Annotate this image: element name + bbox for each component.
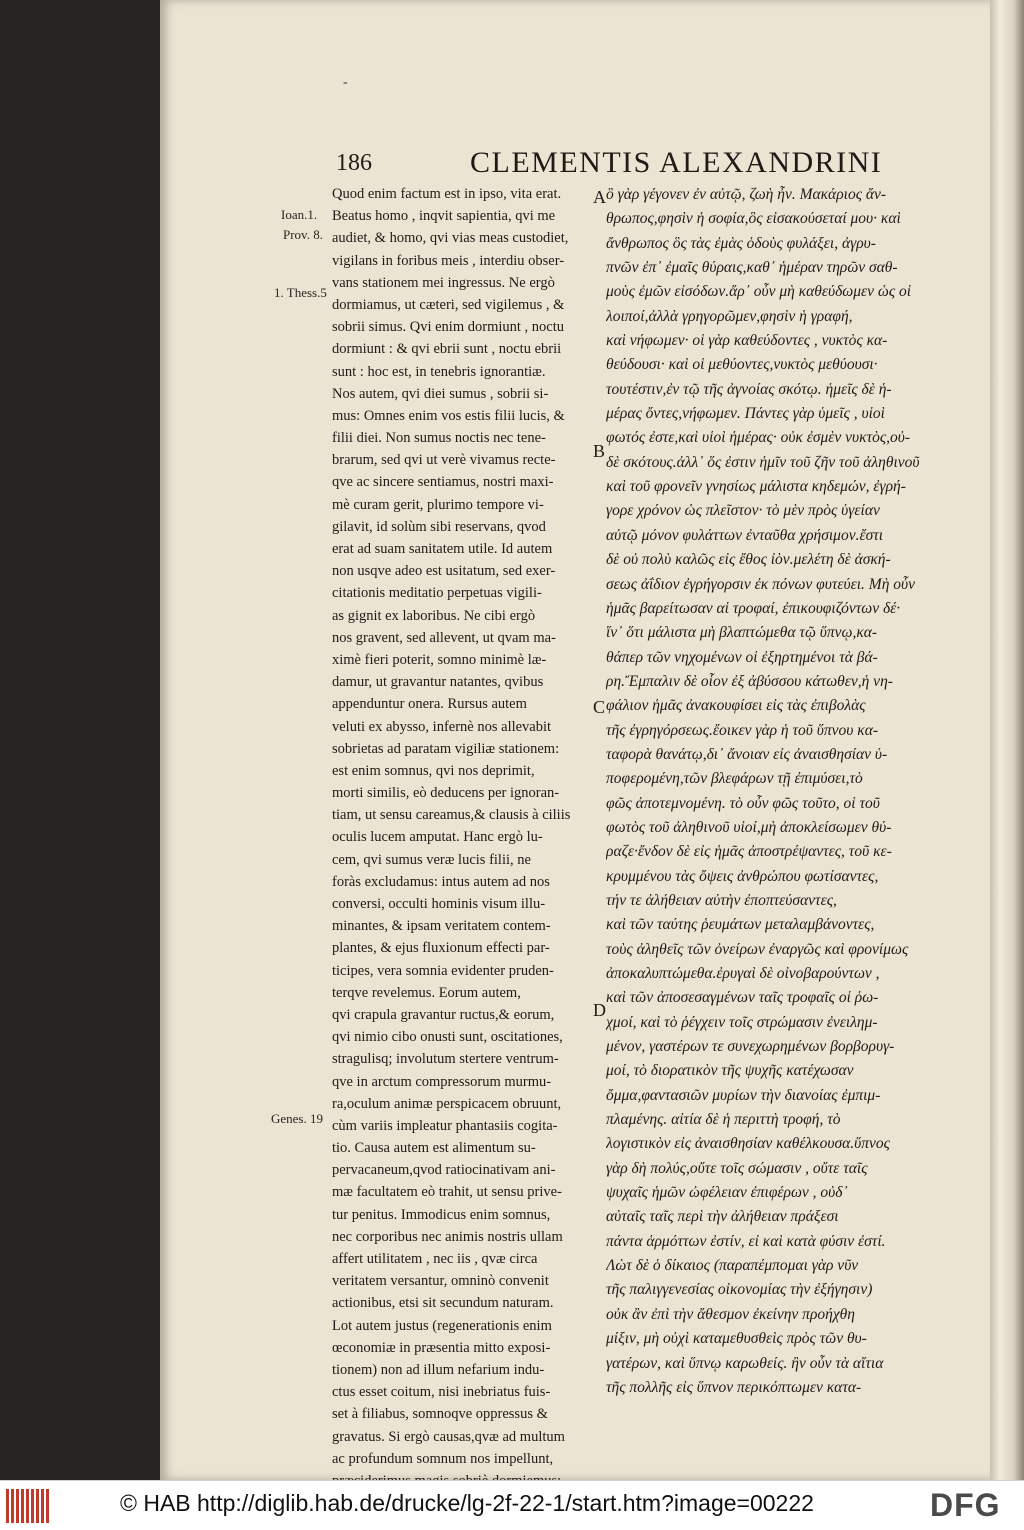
greek-line: ἵν᾽ ὅτι μάλιστα μὴ βλαπτώμεθα τῷ ὕπνῳ,κα- [606, 624, 878, 642]
latin-line: citationis meditatio perpetuas vigili- [332, 585, 542, 602]
latin-line: ximè fieri poterit, somno minimè læ- [332, 651, 547, 668]
page-number: 186 [336, 150, 372, 176]
latin-line: mæ facultatem eò trahit, ut sensu prive- [332, 1184, 562, 1201]
margin-ref: 1. Thess.5 [274, 285, 327, 300]
greek-line: ἄνθρωπος ὃς τὰς ἐμὰς ὁδοὺς φυλάξει, ἀγρυ- [606, 234, 876, 252]
greek-line: τῆς ἐγρηγόρσεως.ἔοικεν γὰρ ἡ τοῦ ὕπνου κα- [606, 721, 879, 739]
greek-line: Λὼτ δὲ ὁ δίκαιος (παραπέμπομαι γὰρ νῦν [606, 1257, 859, 1275]
dfg-logo: DFG [930, 1487, 1001, 1523]
greek-line: λοιποί,ἀλλὰ γρηγορῶμεν,φησὶν ἡ γραφή, [606, 307, 853, 325]
latin-line: tur penitus. Immodicus enim somnus, [332, 1206, 551, 1223]
greek-line: ὃ γὰρ γέγονεν ἐν αὐτῷ, ζωὴ ἦν. Μακάριος ἄν- [606, 186, 887, 203]
greek-line: δὲ οὐ πολὺ καλῶς εἰς ἔθος ἰὸν.μελέτη δὲ ἀσκή- [606, 551, 891, 569]
latin-line: filii diei. Non sumus noctis nec tene- [332, 430, 546, 447]
greek-line: χμοί, καὶ τὸ ῥέγχειν τοῖς στρώμασιν ἐνειλημ- [606, 1013, 878, 1031]
latin-line: vigilans in foribus meis , interdiu obser- [332, 252, 565, 269]
greek-line: καὶ νήφωμεν· οἱ γὰρ καθεύδοντες , νυκτὸς κα- [606, 332, 888, 350]
greek-line: τουτέστιν,ἐν τῷ τῆς ἀγνοίας σκότῳ. ἡμεῖς δὲ ἡ- [606, 380, 892, 398]
latin-line: vans stationem mei ingressus. Ne ergò [332, 274, 555, 291]
latin-line: qvi nimio cibo onusti sunt, oscitationes, [332, 1029, 563, 1046]
greek-line: τοὺς ἀληθεῖς τῶν ὀνείρων ἐναργῶς καὶ φρονίμως [606, 940, 909, 958]
latin-line: tionem) non ad illum nefarium indu- [332, 1361, 545, 1378]
latin-line: stragulisq; involutum stertere ventrum- [332, 1051, 559, 1068]
latin-line: qve in arctum compressorum murmu- [332, 1073, 552, 1090]
latin-line: qvi crapula gravantur ructus,& eorum, [332, 1006, 555, 1023]
greek-line: τῆς πολλῆς εἰς ὕπνον περικόπτωμεν κατα- [606, 1378, 862, 1396]
greek-line: πνῶν ἐπ᾽ ἐμαῖς θύραις,καθ᾽ ἡμέραν τηρῶν σαθ- [606, 259, 898, 277]
latin-line: tiam, ut sensu careamus,& clausis à ciliis [332, 807, 571, 824]
latin-line: Lot autem justus (regenerationis enim [332, 1317, 552, 1334]
greek-line: φωτός ἐστε,καὶ υἱοὶ ἡμέρας· οὐκ ἐσμὲν νυκτὸς,οὐ- [606, 429, 911, 447]
greek-line: ψυχαῖς ἡμῶν ὠφέλειαν ἐπιφέρων , οὐδ᾽ [606, 1184, 848, 1202]
latin-line: ticipes, vera somnia evidenter pruden- [332, 962, 554, 979]
copyright-link[interactable]: © HAB http://diglib.hab.de/drucke/lg-2f-22-1/start.htm?image=00222 [120, 1490, 814, 1516]
greek-line: γορε χρόνον ὡς πλεῖστον· τὸ μὲν πρὸς ὑγείαν [606, 502, 880, 520]
latin-line: brarum, sed qvi ut verè vivamus recte- [332, 452, 556, 469]
latin-line: pervacaneum,qvod ratiocinativam ani- [332, 1162, 556, 1179]
greek-line: πλαμένης. αἰτία δὲ ἡ περιττὴ τροφή, τὸ [606, 1111, 841, 1129]
greek-text-column [606, 183, 942, 1400]
latin-line: veluti ex abysso, infernè nos allevabit [332, 718, 552, 735]
latin-line: Quod enim factum est in ipso, vita erat. [332, 186, 562, 202]
latin-line: sunt : hoc est, in tenebris ignorantiæ. [332, 363, 546, 380]
greek-line: φάλιον ἡμᾶς ἀνακουφίσει εἰς τὰς ἐπιβολὰς [606, 697, 866, 715]
running-title: CLEMENTIS ALEXANDRINI [470, 146, 883, 179]
latin-line: as gignit ex laboribus. Ne cibi ergò [332, 607, 536, 624]
greek-line: δὲ σκότους.ἀλλ᾽ ὅς ἐστιν ἡμῖν τοῦ ζῆν τοῦ ἀληθινοῦ [606, 453, 920, 471]
greek-line: καὶ τῶν ταύτης ῥευμάτων μεταλαμβάνοντες, [606, 916, 875, 934]
greek-line: μέρας ὄντες,νήφωμεν. Πάντες γὰρ ὑμεῖς , υἱοὶ [606, 405, 885, 423]
greek-line: τήν τε ἀλήθειαν αὐτὴν ἐποπτεύσαντες, [606, 891, 837, 909]
greek-line: γὰρ δὴ πολύς,οὔτε τοῖς σώμασιν , οὔτε ταῖς [606, 1159, 868, 1177]
latin-line: appenduntur onera. Rursus autem [332, 696, 527, 713]
barcode-icon [6, 1489, 50, 1523]
greek-line: θάπερ τῶν νηχομένων οἱ ἐξηρτημένοι τὰ βά- [606, 648, 878, 666]
left-dark-background [0, 0, 160, 1480]
latin-line: veritatem versantur, omninò convenit [332, 1273, 549, 1290]
greek-line: ραζε·ἔνδον δὲ εἰς ἡμᾶς ἀποστρέψαντες, τοῦ κε- [606, 843, 892, 861]
latin-line: audiet, & homo, qvi vias meas custodiet, [332, 230, 569, 247]
latin-line: actionibus, etsi sit secundum naturam. [332, 1295, 554, 1312]
latin-line: mè curam gerit, plurimo tempore vi- [332, 496, 544, 513]
latin-line: ra,oculum animæ perspicacem obruunt, [332, 1095, 562, 1112]
greek-line: κρυμμένου τὰς ὄψεις ἀνθρώπου φωτίσαντες, [606, 867, 879, 885]
latin-line: terqve revelemus. Eorum autem, [332, 984, 521, 1001]
footer-bar [0, 1480, 1024, 1530]
section-letter: B [593, 441, 606, 461]
latin-line: sobrii simus. Qvi enim dormiunt , noctu [332, 319, 564, 336]
margin-ref: Prov. 8. [283, 227, 323, 242]
latin-line: dormiunt : & qvi ebrii sunt , noctu ebrii [332, 341, 562, 358]
latin-line: nos gravent, sed allevent, ut qvam ma- [332, 629, 556, 646]
greek-line: πάντα ἁρμόττων ἐστίν, εἰ καὶ κατὰ φύσιν ἐστί. [606, 1232, 886, 1250]
greek-line: φωτὸς τοῦ ἀληθινοῦ υἱοί,μὴ ἀποκλείσωμεν θύ- [606, 818, 892, 836]
latin-line: ac profundum somnum nos impellunt, [332, 1450, 554, 1467]
greek-line: ποφερομένη,τῶν βλεφάρων τῇ ἐπιμύσει,τὸ [606, 770, 863, 788]
latin-line: Beatus homo , inqvit sapientia, qvi me [332, 208, 556, 225]
latin-line: set à filiabus, somnoqve oppressus & [332, 1406, 548, 1423]
greek-line: ρη.Ἔμπαλιν δὲ οἷον ἐξ ἀβύσσου κάτωθεν,ἡ νη- [606, 672, 893, 690]
latin-line: erat ad suam sanitatem utile. Id autem [332, 541, 553, 557]
latin-line: mus: Omnes enim vos estis filii lucis, & [332, 407, 565, 424]
latin-line: tio. Causa autem est alimentum su- [332, 1140, 536, 1157]
latin-line: damur, ut gravantur natantes, qvibus [332, 674, 544, 691]
greek-line: σεως ἀΐδιον ἐγρήγορσιν ἐκ πόνων φυτεύει. Μὴ οὖν [606, 575, 916, 593]
greek-line: μίξιν, μὴ οὐχὶ καταμεθυσθεὶς πρὸς τῶν θυ- [606, 1330, 867, 1348]
greek-line: ἀποκαλυπτώμεθα.ἐρυγαὶ δὲ οἰνοβαρούντων , [606, 965, 880, 982]
latin-line: sobrietas ad paratam vigiliæ stationem: [332, 740, 560, 757]
margin-ref: Genes. 19 [271, 1111, 323, 1126]
latin-line: œconomiæ in præsentia mitto exposi- [332, 1339, 551, 1356]
page-edge [990, 0, 1024, 1480]
greek-line: τῆς παλιγγενεσίας οἰκονομίας τὴν ἐξήγησιν) [606, 1281, 873, 1299]
page-ornament: - [343, 75, 348, 90]
greek-line: μένον, γαστέρων τε συνεχωρημένων βορβορυγ- [606, 1038, 895, 1056]
greek-line: μοὺς ἐμῶν εἰσόδων.ἄρ᾽ οὖν μὴ καθεύδωμεν ὡς οἱ [606, 283, 912, 301]
latin-line: ctus esset coitum, nisi inebriatus fuis- [332, 1384, 551, 1401]
greek-line: λογιστικὸν εἰς ἀναισθησίαν καθέλκουσα.ὕπνος [606, 1135, 890, 1153]
section-letter: C [593, 697, 606, 717]
greek-line: γατέρων, καὶ ὕπνῳ καρωθείς. ἢν οὖν τὰ αἴτια [606, 1354, 884, 1372]
greek-line: οὐκ ἂν ἐπὶ τὴν ἄθεσμον ἐκείνην προήχθη [606, 1305, 855, 1323]
margin-ref: Ioan.1. [281, 207, 318, 222]
latin-line: est enim somnus, qvi nos deprimit, [332, 762, 535, 779]
greek-line: καὶ τοῦ φρονεῖν γνησίως μάλιστα κηδεμών, ἐγρή- [606, 478, 906, 496]
latin-line: affert utilitatem , nec iis , qvæ circa [332, 1251, 538, 1267]
greek-line: φῶς ἀποτεμνομένη. τὸ οὖν φῶς τοῦτο, οἱ τοῦ [606, 794, 880, 812]
latin-line: qve ac sincere sentiamus, nostri maxi- [332, 474, 554, 491]
latin-line: gilavit, id solùm sibi reservans, qvod [332, 518, 546, 535]
latin-line: nec corporibus nec animis nostris ullam [332, 1228, 563, 1245]
latin-line: foràs excludamus: intus autem ad nos [332, 873, 550, 890]
latin-line: Nos autem, qvi diei sumus , sobrii si- [332, 385, 549, 402]
latin-line: dormiamus, ut cæteri, sed vigilemus , & [332, 296, 565, 313]
greek-line: καὶ τῶν ἀποσεσαγμένων ταῖς τροφαῖς οἱ ῥω- [606, 989, 879, 1007]
latin-line: minantes, & ipsam veritatem contem- [332, 918, 551, 935]
latin-line: oculis lucem amputat. Hanc ergò lu- [332, 829, 543, 846]
section-letter: D [593, 1000, 606, 1020]
greek-line: ἡμᾶς βαρείτωσαν αἱ τροφαί, ἐπικουφιζόντων δέ· [606, 599, 901, 617]
greek-line: μοί, τὸ διορατικὸν τῆς ψυχῆς κατέχωσαν [606, 1062, 854, 1080]
latin-line: non usqve adeo est usitatum, sed exer- [332, 563, 556, 580]
greek-line: αὐταῖς ταῖς περὶ τὴν ἀλήθειαν πράξεσι [606, 1208, 839, 1226]
latin-line: conversi, occulti hominis visum illu- [332, 896, 546, 912]
greek-line: ὄμμα,φαντασιῶν μυρίων τὴν διανοίας ἐμπιμ- [606, 1086, 881, 1104]
greek-line: θρωπος,φησὶν ἡ σοφία,ὃς εἰσακούσεταί μου· καὶ [606, 210, 901, 228]
latin-line: morti similis, eò deducens per ignoran- [332, 785, 560, 802]
latin-line: gravatus. Si ergò causas,qvæ ad multum [332, 1428, 565, 1445]
greek-line: αὐτῷ μόνον φυλάττων ἐνταῦθα χρήσιμον.ἔστι [606, 526, 884, 544]
latin-text-column [332, 183, 594, 1492]
latin-line: cem, qvi sumus veræ lucis filii, ne [332, 851, 531, 868]
greek-line: ταφορὰ θανάτῳ,δι᾽ ἄνοιαν εἰς ἀναισθησίαν ὑ- [606, 745, 888, 763]
latin-line: plantes, & ejus fluxionum effecti par- [332, 940, 550, 957]
latin-line: cùm variis impleatur phantasiis cogita- [332, 1117, 558, 1134]
section-letter: A [593, 187, 606, 207]
greek-line: θεύδουσι· καὶ οἱ μεθύοντες,νυκτὸς μεθύουσι· [606, 356, 878, 374]
